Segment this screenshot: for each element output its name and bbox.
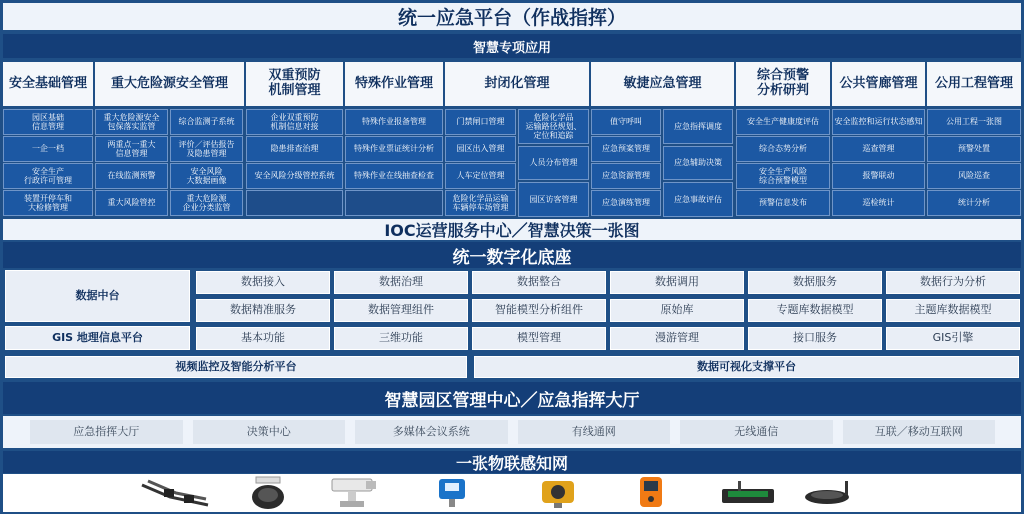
portable-gas-meter-icon (633, 474, 668, 510)
hall-item: 多媒体会议系统 (355, 420, 508, 444)
app-item: 人车定位管理 (445, 163, 516, 189)
platform-cell: 基本功能 (196, 327, 330, 350)
platform-cell: 数据精准服务 (196, 299, 330, 322)
app-item: 综合监测子系统 (170, 109, 243, 135)
hall-item: 决策中心 (193, 420, 346, 444)
platform-cell: 数据治理 (334, 271, 468, 294)
app-item: 人员分布管理 (518, 146, 589, 181)
app-item: 预警处置 (927, 136, 1021, 162)
control-board-icon (718, 474, 778, 510)
platform-cell: GIS引擎 (886, 327, 1020, 350)
app-item: 园区基础 信息管理 (3, 109, 93, 135)
app-item: 风险巡查 (927, 163, 1021, 189)
app-item (246, 190, 343, 216)
column-header: 特殊作业管理 (345, 62, 443, 106)
column-header: 封闭化管理 (445, 62, 589, 106)
platform-cell: 接口服务 (748, 327, 882, 350)
platform-cell: 模型管理 (472, 327, 606, 350)
app-item: 评价／评估报告 及隐患管理 (170, 136, 243, 162)
app-item: 应急指挥调度 (663, 109, 733, 144)
visualization-platform: 数据可视化支撑平台 (474, 356, 1019, 378)
dome-camera-icon (245, 474, 290, 510)
data-center-label: 数据中台 (5, 270, 190, 322)
ioc-label: IOC运营服务中心／智慧决策一张图 (3, 219, 1021, 240)
app-item: 应急预案管理 (591, 136, 661, 162)
app-item: 在线监测预警 (95, 163, 168, 189)
app-item: 特殊作业在线抽查检查 (345, 163, 443, 189)
app-item: 特殊作业票证统计分析 (345, 136, 443, 162)
digital-base-label: 统一数字化底座 (3, 242, 1021, 268)
hall-label: 智慧园区管理中心／应急指挥大厅 (3, 382, 1021, 414)
platform-cell: 数据接入 (196, 271, 330, 294)
app-item: 重大危险源 企业分类监管 (170, 190, 243, 216)
app-item: 值守呼叫 (591, 109, 661, 135)
platform-cell: 主题库数据模型 (886, 299, 1020, 322)
app-item: 门禁闸口管理 (445, 109, 516, 135)
app-item: 装置开停车和 大检修管理 (3, 190, 93, 216)
ptz-camera-icon (325, 474, 380, 510)
app-item: 安全生产风险 综合预警模型 (736, 163, 830, 189)
app-item: 园区访客管理 (518, 182, 589, 217)
hall-item: 无线通信 (680, 420, 833, 444)
app-item: 应急辅助决策 (663, 146, 733, 181)
app-item: 隐患排查治理 (246, 136, 343, 162)
app-item: 预警信息发布 (736, 190, 830, 216)
platform-cell: 原始库 (610, 299, 744, 322)
hall-item: 互联／移动互联网 (843, 420, 996, 444)
platform-cell: 漫游管理 (610, 327, 744, 350)
app-item: 安全风险分级管控系统 (246, 163, 343, 189)
app-item: 两重点一重大 信息管理 (95, 136, 168, 162)
app-item: 企业双重预防 机制信息对接 (246, 109, 343, 135)
app-item: 应急事故评估 (663, 182, 733, 217)
app-item: 应急演练管理 (591, 190, 661, 216)
column-header: 公用工程管理 (927, 62, 1021, 106)
app-item: 危险化学品 运输路径规划、 定位和追踪 (518, 109, 589, 144)
smart-app-label: 智慧专项应用 (3, 34, 1021, 58)
app-item: 报警联动 (832, 163, 925, 189)
platform-cell: 数据行为分析 (886, 271, 1020, 294)
column-header: 安全基础管理 (3, 62, 93, 106)
page-title: 统一应急平台（作战指挥） (3, 3, 1021, 30)
gis-platform-label: GIS 地理信息平台 (5, 326, 190, 350)
hall-item: 应急指挥大厅 (30, 420, 183, 444)
column-header: 敏捷应急管理 (591, 62, 734, 106)
app-item: 安全监控和运行状态感知 (832, 109, 925, 135)
app-item: 重大危险源安全 包保落实监管 (95, 109, 168, 135)
app-item: 应急资源管理 (591, 163, 661, 189)
platform-cell: 三维功能 (334, 327, 468, 350)
app-item: 一企一档 (3, 136, 93, 162)
explosion-proof-detector-icon (535, 474, 580, 510)
app-item (345, 190, 443, 216)
platform-cell: 数据整合 (472, 271, 606, 294)
app-item: 特殊作业报备管理 (345, 109, 443, 135)
app-item: 安全生产健康度评估 (736, 109, 830, 135)
hall-item: 有线通网 (518, 420, 671, 444)
app-item: 综合态势分析 (736, 136, 830, 162)
app-item: 危险化学品运输 车辆停车场管理 (445, 190, 516, 216)
app-item: 巡检统计 (832, 190, 925, 216)
app-item: 安全风险 大数据画像 (170, 163, 243, 189)
column-header: 公共管廊管理 (832, 62, 925, 106)
app-item: 巡查管理 (832, 136, 925, 162)
sensor-cable-icon (140, 474, 210, 510)
column-header: 综合预警 分析研判 (736, 62, 830, 106)
app-item: 重大风险管控 (95, 190, 168, 216)
column-header: 双重预防 机制管理 (246, 62, 343, 106)
platform-cell: 智能模型分析组件 (472, 299, 606, 322)
app-item: 安全生产 行政许可管理 (3, 163, 93, 189)
app-item: 公用工程一张图 (927, 109, 1021, 135)
video-platform: 视频监控及智能分析平台 (5, 356, 467, 378)
router-device-icon (800, 474, 855, 510)
platform-cell: 数据管理组件 (334, 299, 468, 322)
gas-detector-icon (432, 474, 472, 510)
app-item: 园区出入管理 (445, 136, 516, 162)
platform-cell: 专题库数据模型 (748, 299, 882, 322)
platform-cell: 数据调用 (610, 271, 744, 294)
platform-cell: 数据服务 (748, 271, 882, 294)
column-header: 重大危险源安全管理 (95, 62, 244, 106)
iot-label: 一张物联感知网 (3, 451, 1021, 473)
app-item: 统计分析 (927, 190, 1021, 216)
